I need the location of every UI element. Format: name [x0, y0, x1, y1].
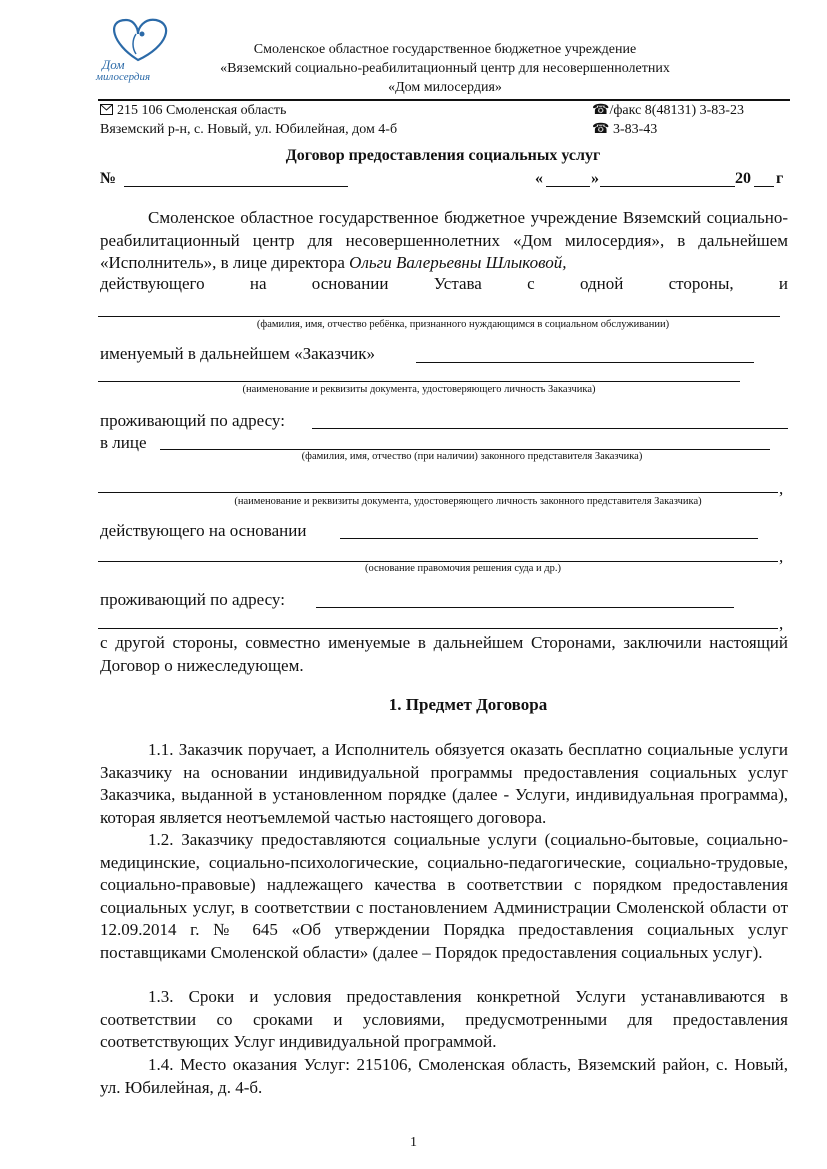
date-year: 20 [735, 170, 751, 187]
clause-1-4: 1.4. Место оказания Услуг: 215106, Смоленская область, Вяземский район, с. Новый, ул. Юбилейная, д. 4-б. [100, 1055, 788, 1097]
director-name: Ольги Валерьевны Шлыковой, [349, 253, 567, 272]
residing-label: проживающий по адресу: [100, 411, 285, 430]
org-name-line-1: Смоленское областное государственное бюджетное учреждение [253, 42, 637, 57]
date-month-blank [600, 186, 735, 187]
acting-basis-blank-2 [98, 561, 778, 562]
caption-customer-doc: (наименование и реквизиты документа, удостоверяющего личность Заказчика) [242, 384, 596, 395]
acting-basis-label: действующего на основании [100, 521, 307, 540]
in-person-label: в лице [100, 433, 147, 452]
address-line-2: Вяземский р-н, с. Новый, ул. Юбилейная, дом 4-б [100, 122, 398, 137]
date-open-quote: « [535, 170, 543, 187]
date-day-blank [546, 186, 590, 187]
phone-icon: ☎ [592, 122, 610, 137]
caption-child-name: (фамилия, имя, отчество ребёнка, признанного нуждающимся в социальном обслуживании) [256, 319, 670, 330]
named-customer-label: именуемый в дальнейшем «Заказчик» [100, 344, 375, 363]
comma-2: , [779, 547, 784, 566]
rep-doc-blank [98, 492, 778, 493]
org-name-line-3: «Дом милосердия» [388, 80, 502, 95]
customer-blank [416, 362, 754, 363]
clause-1-1: 1.1. Заказчик поручает, а Исполнитель обязуется оказать бесплатно социальные услуги Заказчику на основании индивидуальной программы предоставления социальных услуг Заказчика, выданной в установленном порядке (далее ‑ Услуги, индивидуальная программа), которая является неотъемлемой частью настоящего договора. [100, 740, 788, 827]
comma-3: , [779, 614, 784, 633]
date-close-quote: » [591, 170, 599, 187]
intro-paragraph: Смоленское областное государственное бюджетное учреждение Вяземский социально-реабилитационный центр для несовершеннолетних «Дом милосердия», в дальнейшем «Исполнитель», в лице директора Ольги Валерьевны Шлыковой, [100, 208, 788, 272]
phone-icon: ☎ [592, 103, 610, 118]
section-1-title: 1. Предмет Договора [388, 695, 548, 714]
residing-blank-3 [98, 628, 778, 629]
child-name-blank [98, 316, 780, 317]
caption-court-basis: (основание правомочия решения суда и др.) [364, 563, 562, 574]
comma-1: , [779, 479, 784, 498]
phone-2: ☎ 3-83-43 [592, 122, 658, 137]
org-name-line-2: «Вяземский социально-реабилитационный центр для несовершеннолетних [220, 61, 670, 76]
residing-blank [312, 428, 788, 429]
logo-text: Дом милосердия [96, 57, 151, 83]
customer-doc-blank [98, 381, 740, 382]
residing-blank-2 [316, 607, 734, 608]
residing-label-2: проживающий по адресу: [100, 590, 285, 609]
number-blank [124, 186, 348, 187]
header-rule [98, 99, 790, 101]
closing-paragraph: с другой стороны, совместно именуемые в дальнейшем Сторонами, заключили настоящий Договор о нижеследующем. [100, 633, 788, 675]
date-year-blank [754, 186, 774, 187]
intro-basis-line: действующего на основании Устава с одной стороны, и [100, 274, 788, 293]
contract-number: № [100, 170, 117, 187]
clause-1-3: 1.3. Сроки и условия предоставления конкретной Услуги устанавливаются в соответствии со сроками и условиями, предусмотренными для предоставления соответствующих Услуг индивидуальной программой. [100, 987, 788, 1051]
date-g: г [776, 170, 784, 187]
page-number: 1 [410, 1135, 417, 1150]
caption-rep-doc: (наименование и реквизиты документа, удостоверяющего личность законного представителя Заказчика) [234, 496, 702, 507]
address-line-1: 215 106 Смоленская область [100, 102, 286, 120]
caption-representative: (фамилия, имя, отчество (при наличии) законного представителя Заказчика) [301, 451, 643, 462]
clause-1-2: 1.2. Заказчику предоставляются социальные услуги (социально-бытовые, социально-медицинские, социально-психологические, социально-педагогические, социально-трудовые, социально-правовые) надлежащего качества в соответствии с порядком предоставления социальных услуг, в соответствии с постановлением Администрации Смоленской области от 12.09.2014 г. № 645 «Об утверждении Порядка предоставления социальных услуг поставщиками Смоленской области» (далее – Порядок предоставления социальных услуг). [100, 830, 788, 962]
document-title: Договор предоставления социальных услуг [285, 147, 601, 164]
phone-fax: ☎/факс 8(48131) 3-83-23 [592, 103, 744, 118]
acting-basis-blank [340, 538, 758, 539]
representative-blank [160, 449, 770, 450]
envelope-icon [100, 104, 113, 115]
